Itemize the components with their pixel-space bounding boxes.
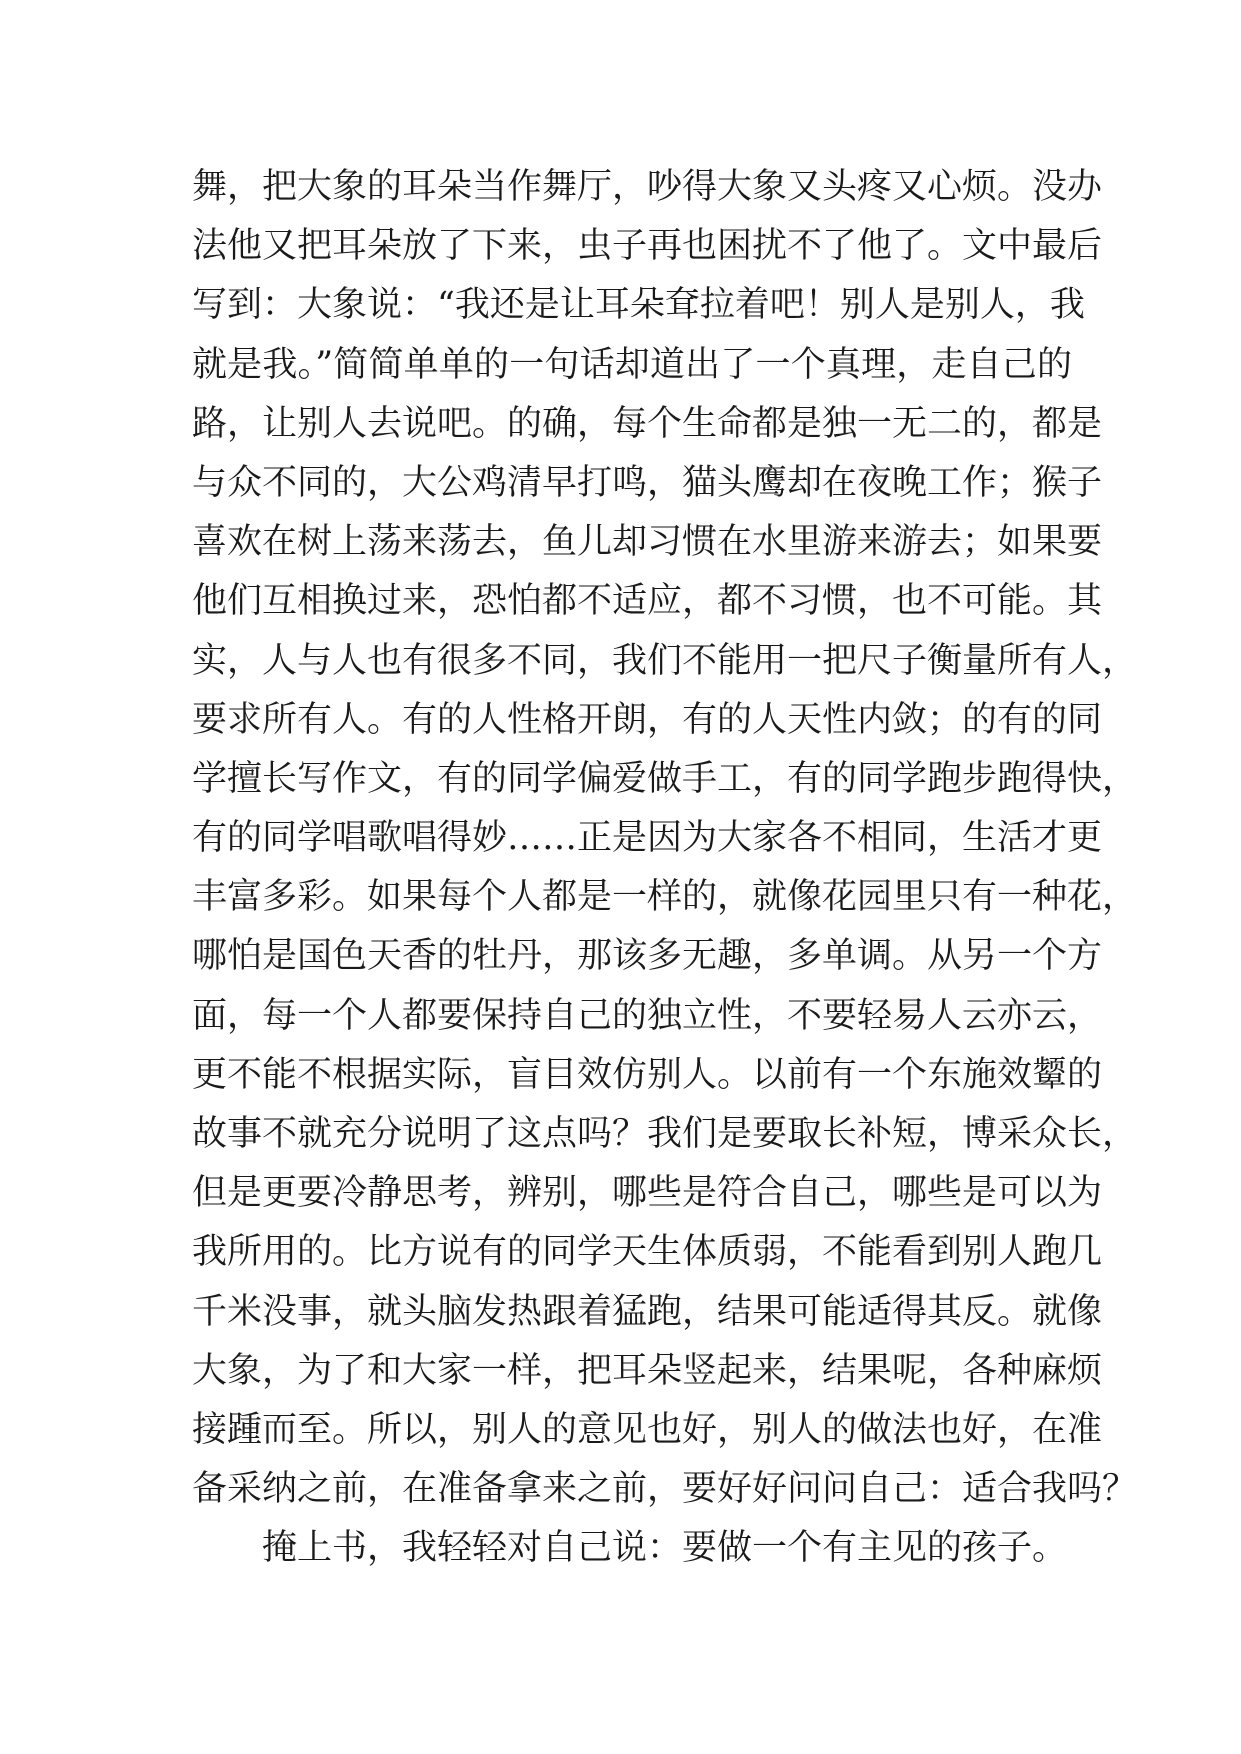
text-line: 实，人与人也有很多不同，我们不能用一把尺子衡量所有人， bbox=[192, 640, 1138, 681]
text-line: 丰富多彩。如果每个人都是一样的，就像花园里只有一种花， bbox=[192, 877, 1138, 918]
text-line: 哪怕是国色天香的牡丹，那该多无趣，多单调。从另一个方 bbox=[192, 936, 1103, 977]
text-line: 有的同学唱歌唱得妙……正是因为大家各不相同，生活才更 bbox=[192, 818, 1103, 859]
text-line: 路，让别人去说吧。的确，每个生命都是独一无二的，都是 bbox=[192, 403, 1103, 444]
text-line: 更不能不根据实际，盲目效仿别人。以前有一个东施效颦的 bbox=[192, 1054, 1103, 1095]
text-line: 与众不同的，大公鸡清早打鸣，猫头鹰却在夜晚工作；猴子 bbox=[192, 462, 1103, 503]
text-line: 学擅长写作文，有的同学偏爱做手工，有的同学跑步跑得快， bbox=[192, 758, 1138, 799]
text-line: 喜欢在树上荡来荡去，鱼儿却习惯在水里游来游去；如果要 bbox=[192, 522, 1103, 563]
text-line: 就是我。”简简单单的一句话却道出了一个真理，走自己的 bbox=[192, 344, 1072, 385]
text-line: 舞，把大象的耳朵当作舞厅，吵得大象又头疼又心烦。没办 bbox=[192, 167, 1103, 207]
text-line: 但是更要冷静思考，辨别，哪些是符合自己，哪些是可以为 bbox=[192, 1173, 1103, 1214]
text-line: 法他又把耳朵放了下来，虫子再也困扰不了他了。文中最后 bbox=[192, 226, 1103, 267]
text-line: 故事不就充分说明了这点吗？我们是要取长补短，博采众长， bbox=[192, 1114, 1138, 1154]
text-line: 大象，为了和大家一样，把耳朵竖起来，结果呢，各种麻烦 bbox=[192, 1350, 1103, 1391]
text-line: 面，每一个人都要保持自己的独立性，不要轻易人云亦云， bbox=[192, 995, 1103, 1036]
text-line: 备采纳之前，在准备拿来之前，要好好问问自己：适合我吗？ bbox=[192, 1469, 1138, 1510]
text-line: 要求所有人。有的人性格开朗，有的人天性内敛；的有的同 bbox=[192, 699, 1103, 740]
closing-paragraph: 掩上书，我轻轻对自己说：要做一个有主见的孩子。 bbox=[262, 1528, 1068, 1569]
text-line: 写到：大象说：“我还是让耳朵耷拉着吧！别人是别人，我 bbox=[192, 285, 1085, 326]
text-line: 千米没事，就头脑发热跟着猛跑，结果可能适得其反。就像 bbox=[192, 1291, 1103, 1332]
text-line: 他们互相换过来，恐怕都不适应，都不习惯，也不可能。其 bbox=[192, 581, 1103, 622]
text-line: 我所用的。比方说有的同学天生体质弱，不能看到别人跑几 bbox=[192, 1232, 1103, 1273]
essay-text bbox=[192, 158, 1138, 1579]
text-line: 接踵而至。所以，别人的意见也好，别人的做法也好，在准 bbox=[192, 1409, 1103, 1450]
